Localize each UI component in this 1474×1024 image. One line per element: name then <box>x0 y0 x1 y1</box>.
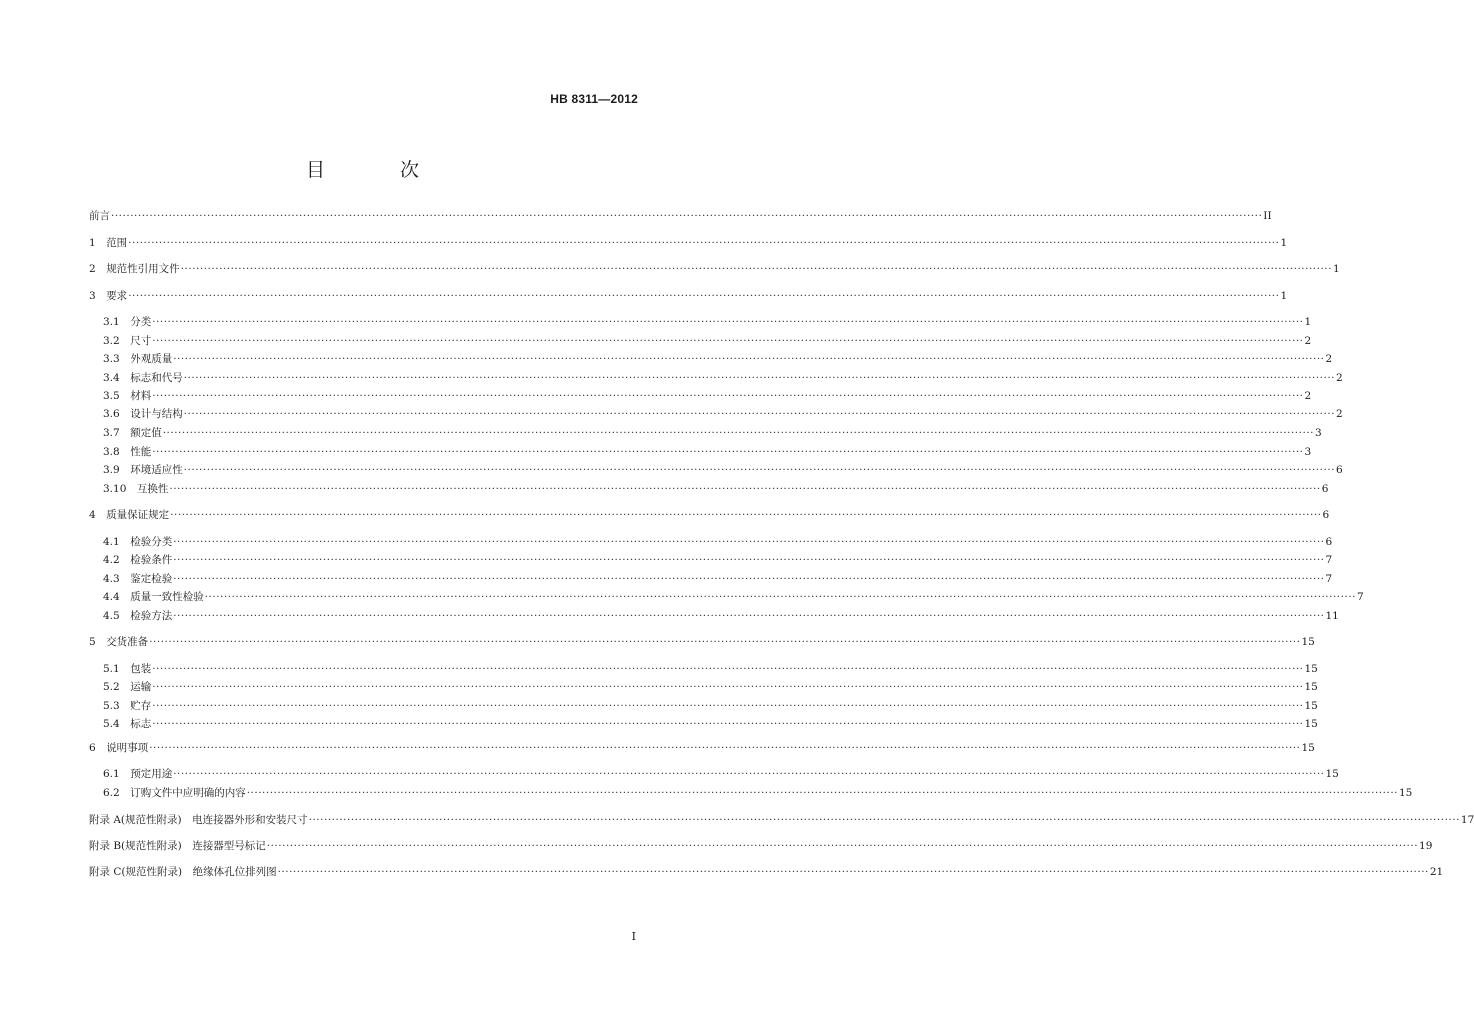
toc-entry-page: 19 <box>1419 840 1433 852</box>
toc-entry-title: 性能 <box>130 446 152 458</box>
toc-entry-number: 3.2 <box>103 335 131 347</box>
toc-leader-dots: ············································································································································································································································································································ <box>246 787 1398 799</box>
toc-entry[interactable] <box>103 533 1333 549</box>
toc-entry-title: 交货准备 <box>106 636 149 648</box>
toc-entry-title: 说明事项 <box>106 742 149 754</box>
toc-entry-page: 7 <box>1357 591 1364 603</box>
toc-entry[interactable] <box>103 424 1322 440</box>
toc-entry[interactable] <box>103 784 1413 800</box>
toc-entry-number: 5 <box>89 636 107 648</box>
toc-entry[interactable] <box>103 697 1318 713</box>
toc-entry[interactable] <box>103 332 1312 348</box>
toc-entry-number: 4.5 <box>103 610 131 622</box>
toc-entry-number: 3.5 <box>103 390 131 402</box>
toc-entry-title: 订购文件中应明确的内容 <box>130 787 246 799</box>
toc-entry-title: 检验分类 <box>130 536 173 548</box>
toc-leader-dots: ············································································································································································································································································································ <box>308 814 1460 826</box>
toc-entry-page: 6 <box>1322 509 1330 521</box>
toc-entry-page: 6 <box>1321 483 1329 495</box>
toc-entry[interactable] <box>103 607 1339 623</box>
toc-entry-number: 3 <box>89 290 107 302</box>
toc-leader-dots: ············································································································································································································································································································ <box>170 509 1322 521</box>
toc-entry-number: 5.4 <box>103 718 131 730</box>
toc-entry-page: 15 <box>1304 663 1318 675</box>
toc-entry-title: 外观质量 <box>130 353 173 365</box>
toc-entry[interactable] <box>103 570 1333 586</box>
toc-leader-dots: ············································································································································································································································································································ <box>183 372 1335 384</box>
toc-entry-title: 设计与结构 <box>130 408 183 420</box>
toc-entry-number: 3.9 <box>103 464 131 476</box>
toc-entry-page: 17 <box>1460 814 1474 826</box>
toc-entry-title: 运输 <box>130 681 152 693</box>
toc-leader-dots: ············································································································································································································································································································ <box>180 263 1332 275</box>
toc-leader-dots: ············································································································································································································································································································ <box>173 768 1325 780</box>
toc-entry[interactable] <box>89 633 1315 649</box>
toc-entry-page: 15 <box>1301 636 1315 648</box>
toc-entry[interactable] <box>89 739 1315 755</box>
toc-entry-page: 15 <box>1304 718 1318 730</box>
toc-entry-page: 15 <box>1325 768 1339 780</box>
toc-entry-page: 2 <box>1304 390 1312 402</box>
toc-entry-page: 1 <box>1304 316 1312 328</box>
toc-entry[interactable] <box>103 678 1318 694</box>
toc-entry-number: 3.7 <box>103 427 131 439</box>
toc-entry[interactable] <box>103 551 1333 567</box>
toc-leader-dots: ············································································································································································································································································································ <box>173 353 1325 365</box>
toc-entry-title: 质量一致性检验 <box>130 591 204 603</box>
toc-entry-number: 附录 A(规范性附录) <box>89 814 193 826</box>
toc-entry-number: 4.1 <box>103 536 131 548</box>
toc-leader-dots: ············································································································································································································································································································ <box>204 591 1356 603</box>
toc-entry-page: 7 <box>1325 573 1333 585</box>
toc-entry[interactable] <box>103 461 1343 477</box>
toc-entry[interactable] <box>103 588 1364 604</box>
toc-entry-page: 3 <box>1315 427 1322 439</box>
toc-entry-title: 鉴定检验 <box>130 573 173 585</box>
toc-entry-page: 11 <box>1325 610 1339 622</box>
toc-entry-number: 4.3 <box>103 573 131 585</box>
toc-leader-dots: ············································································································································································································································································································ <box>162 427 1314 439</box>
toc-entry-title: 范围 <box>106 237 128 249</box>
toc-leader-dots: ············································································································································································································································································································ <box>173 554 1325 566</box>
toc-entry-title: 包装 <box>130 663 152 675</box>
toc-entry-title: 贮存 <box>130 700 152 712</box>
doc-code: HB 8311—2012 <box>550 92 638 106</box>
toc-entry-number: 6.1 <box>103 768 131 780</box>
toc-entry[interactable] <box>103 715 1318 731</box>
toc-entry-page: II <box>1263 210 1272 222</box>
toc-entry-title: 标志和代号 <box>130 372 183 384</box>
toc-leader-dots: ············································································································································································································································································································ <box>152 700 1304 712</box>
toc-leader-dots: ············································································································································································································································································································ <box>128 290 1280 302</box>
toc-entry[interactable] <box>103 313 1312 329</box>
toc-entry-number: 3.3 <box>103 353 131 365</box>
toc-entry[interactable] <box>89 287 1288 303</box>
toc-entry-title: 要求 <box>106 290 128 302</box>
toc-leader-dots: ············································································································································································································································································································ <box>152 681 1304 693</box>
toc-entry-number: 4.4 <box>103 591 131 603</box>
toc-entry-page: 15 <box>1304 681 1318 693</box>
toc-entry-number: 3.1 <box>103 316 131 328</box>
toc-entry-number: 6 <box>89 742 107 754</box>
toc-entry-page: 1 <box>1280 290 1288 302</box>
toc-entry-title: 标志 <box>130 718 152 730</box>
toc-leader-dots: ············································································································································································································································································································ <box>149 636 1301 648</box>
toc-entry-title: 互换性 <box>136 483 169 495</box>
toc-entry-number: 6.2 <box>103 787 131 799</box>
toc-entry[interactable] <box>103 443 1312 459</box>
toc-entry[interactable] <box>103 369 1343 385</box>
toc-leader-dots: ············································································································································································································································································································ <box>183 464 1335 476</box>
toc-entry[interactable] <box>103 765 1339 781</box>
toc-leader-dots: ············································································································································································································································································································ <box>152 446 1304 458</box>
toc-entry-title: 环境适应性 <box>130 464 183 476</box>
toc-leader-dots: ············································································································································································································································································································ <box>152 335 1304 347</box>
toc-entry[interactable] <box>89 811 1474 827</box>
toc-entry-page: 6 <box>1336 464 1343 476</box>
toc-entry-number: 4 <box>89 509 107 521</box>
toc-leader-dots: ············································································································································································································································································································ <box>149 742 1301 754</box>
toc-entry-page: 6 <box>1325 536 1333 548</box>
toc-entry[interactable] <box>89 207 1272 223</box>
toc-entry-page: 21 <box>1429 866 1444 878</box>
toc-leader-dots: ············································································································································································································································································································ <box>173 573 1325 585</box>
toc-entry-number: 4.2 <box>103 554 131 566</box>
toc-leader-dots: ············································································································································································································································································································ <box>128 237 1280 249</box>
toc-entry-number: 3.10 <box>103 483 137 495</box>
toc-entry[interactable] <box>89 234 1288 250</box>
toc-leader-dots: ············································································································································································································································································································ <box>173 536 1325 548</box>
toc-entry[interactable] <box>103 480 1329 496</box>
toc-entry-page: 3 <box>1304 446 1312 458</box>
toc-entry-title: 检验方法 <box>130 610 173 622</box>
toc-leader-dots: ············································································································································································································································································································ <box>152 718 1304 730</box>
toc-entry-page: 15 <box>1301 742 1315 754</box>
toc-entry-number: 5.1 <box>103 663 131 675</box>
toc-title: 目 次 <box>305 159 447 181</box>
toc-entry-page: 15 <box>1304 700 1318 712</box>
toc-entry-number: 1 <box>89 237 107 249</box>
toc-entry-title: 额定值 <box>130 427 162 439</box>
toc-leader-dots: ············································································································································································································································································································ <box>266 840 1419 852</box>
toc-entry[interactable] <box>103 350 1333 366</box>
toc-entry-page: 15 <box>1399 787 1413 799</box>
toc-entry-title: 材料 <box>130 390 152 402</box>
toc-entry[interactable] <box>103 405 1343 421</box>
toc-entry[interactable] <box>103 387 1312 403</box>
toc-entry-number: 5.3 <box>103 700 131 712</box>
toc-entry[interactable] <box>103 660 1318 676</box>
toc-entry-title: 连接器型号标记 <box>192 840 266 852</box>
toc-leader-dots: ············································································································································································································································································································ <box>169 483 1321 495</box>
toc-leader-dots: ············································································································································································································································································································ <box>183 408 1335 420</box>
toc-entry-title: 规范性引用文件 <box>106 263 180 275</box>
toc-entry-page: 7 <box>1325 554 1333 566</box>
toc-leader-dots: ············································································································································································································································································································ <box>152 663 1304 675</box>
page-number: I <box>631 930 636 943</box>
toc-entry-page: 2 <box>1325 353 1333 365</box>
toc-entry[interactable] <box>89 863 1444 879</box>
toc-entry-number: 附录 C(规范性附录) <box>89 866 193 878</box>
toc-entry-page: 2 <box>1336 372 1343 384</box>
toc-entry-number: 3.4 <box>103 372 131 384</box>
toc-entry-title: 前言 <box>89 210 110 222</box>
toc-entry-page: 1 <box>1280 237 1288 249</box>
toc-entry-title: 尺寸 <box>130 335 152 347</box>
toc-entry-number: 2 <box>89 263 107 275</box>
toc-entry-number: 5.2 <box>103 681 131 693</box>
toc-entry[interactable] <box>89 837 1433 853</box>
toc-entry[interactable] <box>89 506 1330 522</box>
toc-entry[interactable] <box>89 260 1340 276</box>
toc-leader-dots: ············································································································································································································································································································ <box>173 610 1325 622</box>
toc-entry-title: 质量保证规定 <box>106 509 170 521</box>
toc-entry-title: 电连接器外形和安装尺寸 <box>192 814 308 826</box>
toc-entry-page: 1 <box>1332 263 1340 275</box>
toc-leader-dots: ············································································································································································································································································································ <box>111 210 1263 222</box>
toc-entry-title: 预定用途 <box>130 768 173 780</box>
toc-leader-dots: ············································································································································································································································································································ <box>277 866 1429 878</box>
toc-leader-dots: ············································································································································································································································································································ <box>152 316 1304 328</box>
toc-leader-dots: ············································································································································································································································································································ <box>152 390 1304 402</box>
toc-entry-title: 分类 <box>130 316 152 328</box>
toc-entry-page: 2 <box>1336 408 1343 420</box>
toc-entry-number: 3.6 <box>103 408 131 420</box>
toc-entry-number: 3.8 <box>103 446 131 458</box>
toc-entry-page: 2 <box>1304 335 1312 347</box>
toc-entry-number: 附录 B(规范性附录) <box>89 840 193 852</box>
toc-entry-title: 检验条件 <box>130 554 173 566</box>
toc-entry-title: 绝缘体孔位排列图 <box>192 866 277 878</box>
